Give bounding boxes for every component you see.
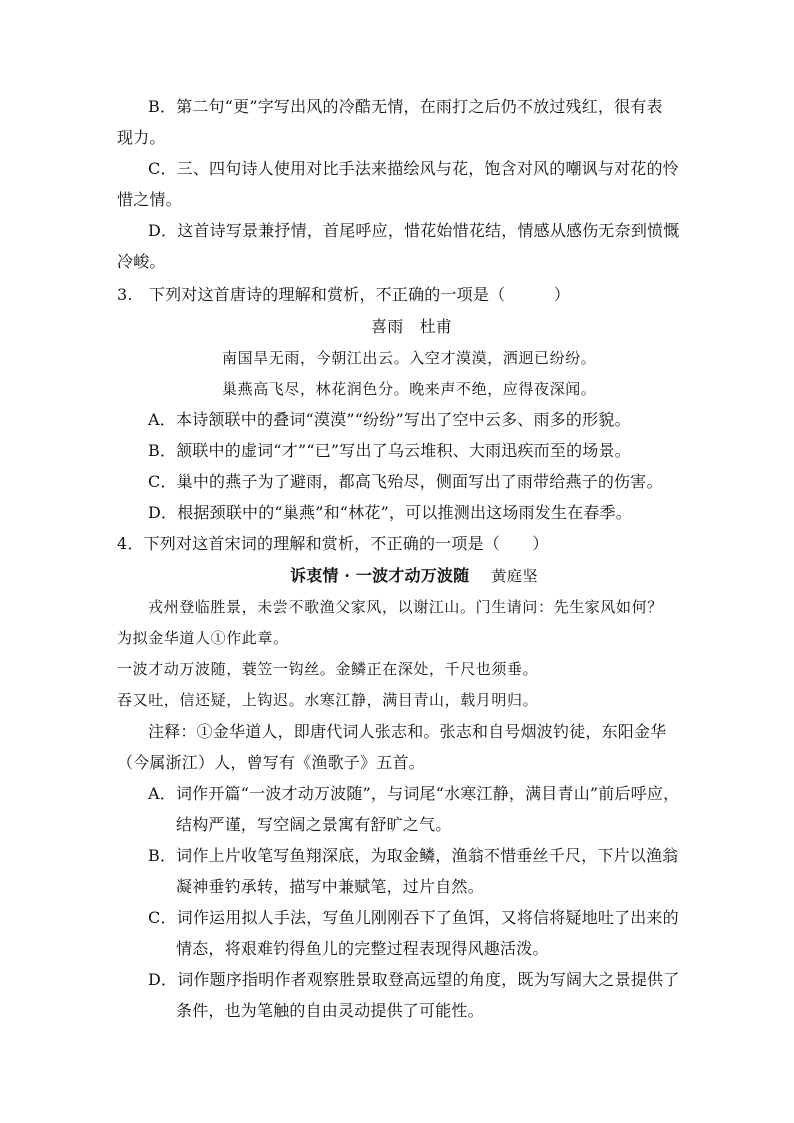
q3-poem-line-1: 南国旱无雨，今朝江出云。入空才漠漠，洒迥已纷纷。: [222, 349, 597, 367]
q3-stem: 3. 下列对这首唐诗的理解和赏析，不正确的一项是（ ）: [117, 285, 571, 304]
q4-option-d-line2: 条件，也为笔触的自由灵动提供了可能性。: [176, 1001, 484, 1020]
q4-option-b-line1: B．词作上片收笔写鱼翔深底，为取金鳞，渔翁不惜垂丝千尺，下片以渔翁: [148, 846, 679, 865]
q4-poem-line-2: 吞又吐，信还疑，上钩迟。水寒江静，满目青山，载月明归。: [117, 691, 539, 709]
q3-option-d: D．根据颈联中的“巢燕”和“林花”，可以推测出这场雨发生在春季。: [148, 503, 632, 522]
q4-option-a-line1: A．词作开篇“一波才动万波随”，与词尾“水寒江静，满目青山”前后呼应，: [148, 784, 680, 803]
q4-poem-title: [290, 566, 538, 586]
q4-option-b-line2: 凝神垂钓承转，描写中兼赋笔，过片自然。: [176, 877, 484, 896]
q3-poem-line-2: 巢燕高飞尽，林花润色分。晚来声不绝，应得夜深闻。: [222, 380, 597, 398]
q2-option-d-line2: 冷峻。: [117, 252, 166, 271]
q3-poem-title: 喜雨 杜甫: [371, 317, 453, 336]
q2-option-c-line2: 惜之情。: [117, 190, 182, 209]
q3-option-b: B．颔联中的虚词“才”“已”写出了乌云堆积、大雨迅疾而至的场景。: [148, 441, 631, 460]
q4-poem-title-text: 诉衷情 · 一波才动万波随: [290, 566, 470, 585]
q2-option-c-line1: C．三、四句诗人使用对比手法来描绘风与花，饱含对风的嘲讽与对花的怜: [148, 159, 679, 178]
q4-stem: 4．下列对这首宋词的理解和赏析，不正确的一项是（ ）: [117, 534, 549, 553]
q3-option-c: C．巢中的燕子为了避雨，都高飞殆尽，侧面写出了雨带给燕子的伤害。: [148, 472, 663, 491]
q4-poem-line-1: 一波才动万波随，蓑笠一钩丝。金鳞正在深处，千尺也须垂。: [117, 660, 539, 678]
q4-preface-line1: 戎州登临胜景，未尝不歌渔父家风，以谢江山。门生请问：先生家风如何？: [148, 598, 663, 616]
q4-option-c-line1: C．词作运用拟人手法，写鱼儿刚刚吞下了鱼饵，又将信将疑地吐了出来的: [148, 908, 679, 927]
q4-note-line2: （今属浙江）人，曾写有《渔歌子》五首。: [117, 753, 425, 772]
q4-preface-line2: 为拟金华道人①作此章。: [117, 629, 289, 647]
q4-note-line1: 注释：①金华道人，即唐代词人张志和。张志和自号烟波钓徒，东阳金华: [148, 722, 667, 741]
q3-option-a: A．本诗颔联中的叠词“漠漠”“纷纷”写出了空中云多、雨多的形貌。: [148, 410, 631, 429]
q2-option-d-line1: D．这首诗写景兼抒情，首尾呼应，惜花始惜花结，情感从感伤无奈到愤慨: [148, 221, 680, 240]
q4-poem-author: 黄庭坚: [491, 567, 539, 585]
q2-option-b-line1: B．第二句“更”字写出风的冷酷无情，在雨打之后仍不放过残红，很有表: [148, 97, 663, 116]
q4-option-d-line1: D．词作题序指明作者观察胜景取登高远望的角度，既为写阔大之景提供了: [148, 970, 680, 989]
q4-option-a-line2: 结构严谨，写空阔之景寓有舒旷之气。: [176, 815, 452, 834]
q4-option-c-line2: 情态，将艰难钓得鱼儿的完整过程表现得风趣活泼。: [176, 939, 549, 958]
q2-option-b-line2: 现力。: [117, 128, 166, 147]
